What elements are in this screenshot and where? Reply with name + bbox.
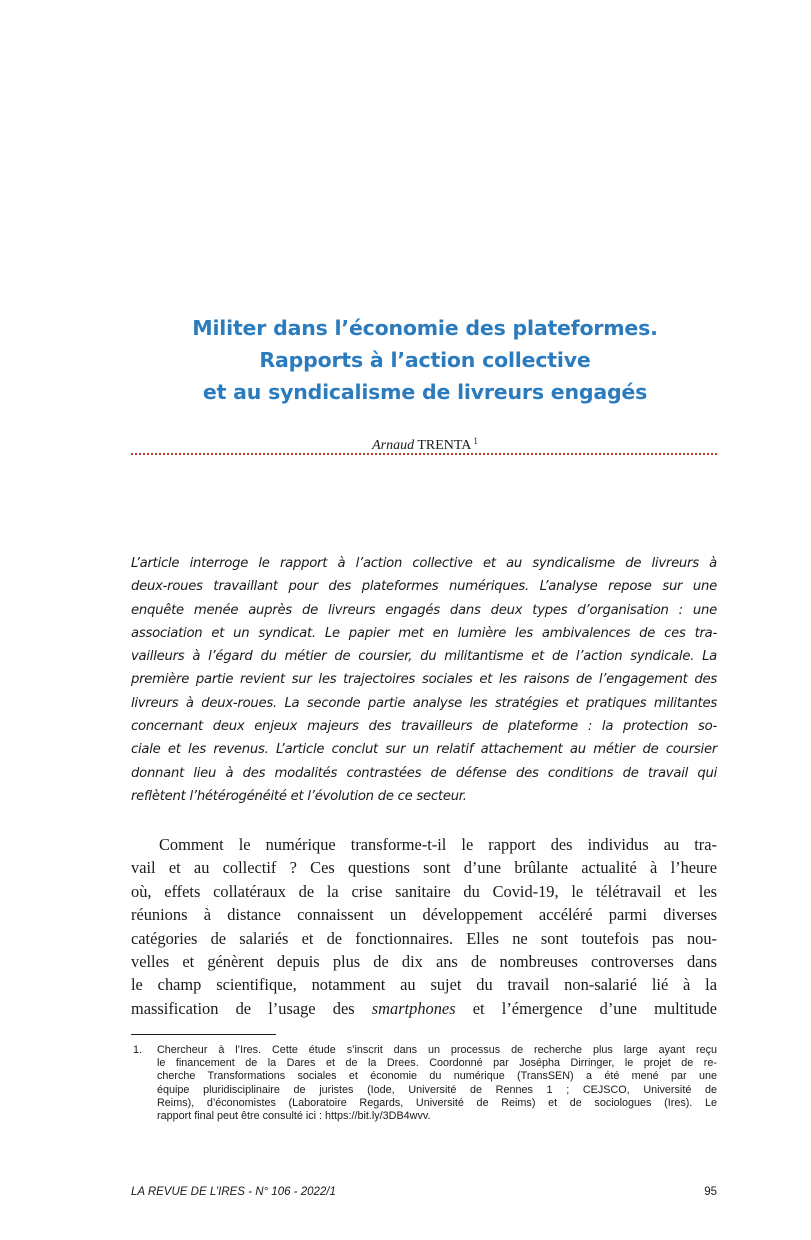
author-last-name: TRENTA [417,438,472,453]
body-line [131,997,717,1020]
journal-name: LA REVUE DE L’IRES - N° 106 - 2022/1 [131,1186,336,1198]
article-title [130,312,720,408]
author-first-name: Arnaud [372,438,415,453]
title-divider [131,453,717,455]
abstract-line: association et un syndicat. Le papier met en lumière les ambivalences de ces tra- [131,625,717,641]
body-line: où, effets collatéraux de la crise sanitaire du Covid-19, le télétravail et les [131,881,717,901]
footnote-line: cherche Transformations sociales et économie du numérique (TransSEN) a été mené par une [157,1070,717,1083]
abstract-line: L’article interroge le rapport à l’action collective et au syndicalisme de livreurs à [131,556,717,571]
page-number: 95 [704,1186,717,1198]
body-italic-term: smartphones [371,998,456,1018]
footnote-line: équipe pluridisciplinaire de juristes (Iode, Université de Rennes 1 ; CEJSCO, Université de [157,1083,717,1096]
abstract-line: livreurs à deux-roues. La seconde partie analyse les stratégies et pratiques militantes [131,695,717,711]
abstract-line: première partie revient sur les trajectoires sociales et les raisons de l’engagement des [131,672,717,688]
body-line: réunions à distance connaissent un développement accéléré parmi diverses [131,905,717,925]
abstract-line: vailleurs à l’égard du métier de coursier, du militantisme et de l’action syndicale. La [131,649,717,665]
abstract-line: donnant lieu à des modalités contrastées de défense des conditions de travail qui [131,765,717,781]
footnote-line: Reims), d’économistes (Laboratoire Regards, Université de Reims) et de sociologues (Ires). Le [157,1096,717,1109]
abstract-line: enquête menée auprès de livreurs engagés dans deux types d’organisation : une [131,602,717,618]
body-line: Comment le numérique transforme-t-il le rapport des individus au tra- [159,835,717,854]
abstract-line: deux-roues travaillant pour des plateformes numériques. L’analyse repose sur une [131,579,717,595]
body-text-run: massification de l’usage des [131,998,372,1018]
title-line: Rapports à l’action collective [259,348,591,372]
abstract [131,552,717,808]
author-line [130,432,720,455]
footnote-number: 1. [133,1044,143,1056]
title-line: et au syndicalisme de livreurs engagés [202,380,648,404]
body-text-run: et l’émergence d’une multitude [455,998,717,1018]
body-paragraph [131,833,717,1020]
body-line: vail et au collectif ? Ces questions sont d’une brûlante actualité à l’heure [131,858,717,878]
abstract-line: reflètent l’hétérogénéité et l’évolution de ce secteur. [131,788,467,804]
footnote-line-with-link[interactable]: rapport final peut être consulté ici : https://bit.ly/3DB4wvv. [157,1110,431,1123]
title-line: Militer dans l’économie des plateformes. [192,316,658,340]
body-line: le champ scientifique, notamment au sujet du travail non-salarié lié à la [131,975,717,995]
abstract-line: ciale et les revenus. L’article conclut sur un relatif attachement au métier de coursier [131,742,717,758]
body-line: catégories de salariés et de fonctionnaires. Elles ne sont toutefois pas nou- [131,928,717,948]
footnote-line: le financement de la Dares et de la Drees. Coordonné par Josépha Dirringer, le projet de re- [157,1057,717,1070]
body-line: velles et génèrent depuis plus de dix ans de nombreuses controverses dans [131,952,717,972]
footnote [131,1044,717,1123]
footnote-line: Chercheur à l’Ires. Cette étude s’inscrit dans un processus de recherche plus large ayant reçu [157,1044,717,1056]
footnote-ref[interactable]: 1 [473,436,478,446]
abstract-line: concernant deux enjeux majeurs des travailleurs de plateforme : la protection so- [131,719,717,735]
footnote-rule [131,1034,276,1035]
